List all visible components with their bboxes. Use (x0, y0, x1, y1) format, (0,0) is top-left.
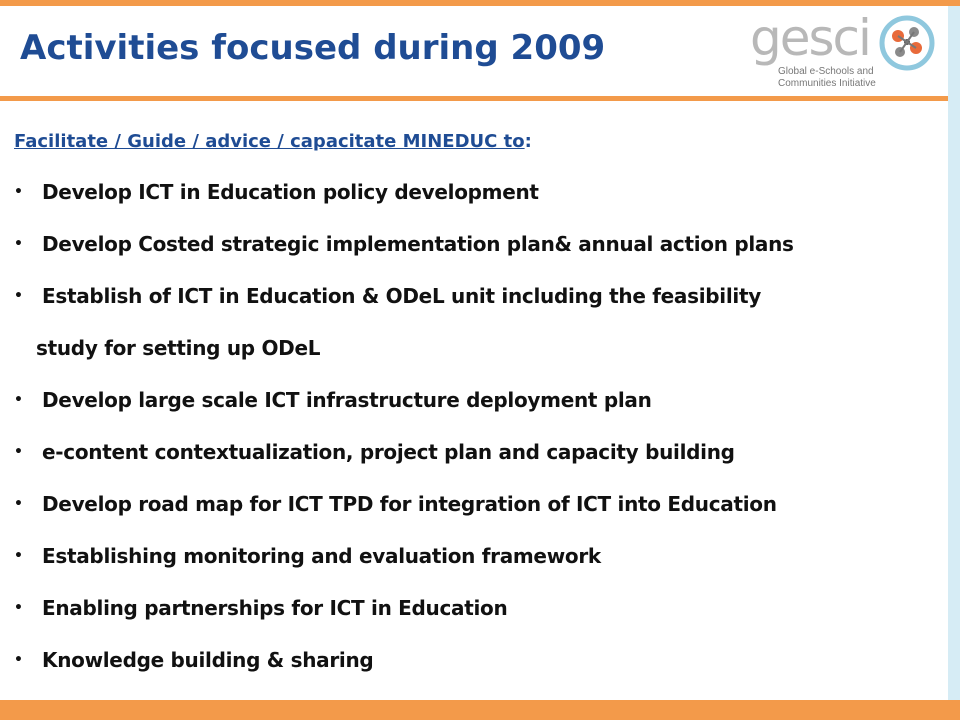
list-item-continuation (14, 330, 948, 382)
list-item-text: Develop Costed strategic implementation plan& annual action plans (42, 232, 794, 256)
bullet-icon: • (14, 444, 23, 460)
list-item (14, 434, 948, 486)
list-item-text: Enabling partnerships for ICT in Education (42, 596, 508, 620)
title-divider (0, 96, 948, 101)
list-item-text: Knowledge building & sharing (42, 648, 374, 672)
list-item (14, 642, 948, 694)
gesci-logo (748, 9, 938, 92)
bottom-accent-bar (0, 700, 960, 720)
logo-tagline-line-2: Communities Initiative (778, 78, 876, 89)
bullet-icon: • (14, 288, 23, 304)
list-item-text: Develop ICT in Education policy development (42, 180, 539, 204)
lead-colon: : (524, 131, 532, 152)
bullet-icon: • (14, 184, 23, 200)
top-accent-bar (0, 0, 960, 6)
list-item (14, 226, 948, 278)
activity-list (14, 174, 948, 694)
lead-underlined-text: Facilitate / Guide / advice / capacitate MINEDUC to (14, 131, 525, 152)
logo-wordmark: gesci (750, 9, 870, 67)
list-item-text: e-content contextualization, project plan and capacity building (42, 440, 735, 464)
list-item (14, 278, 948, 330)
list-item (14, 382, 948, 434)
list-item (14, 538, 948, 590)
list-item-text: Establishing monitoring and evaluation framework (42, 544, 601, 568)
list-item-text: Develop road map for ICT TPD for integration of ICT into Education (42, 492, 777, 516)
list-item (14, 174, 948, 226)
logo-tagline-line-1: Global e-Schools and (778, 66, 874, 77)
lead-line (14, 128, 532, 156)
bullet-icon: • (14, 652, 23, 668)
list-item (14, 486, 948, 538)
right-side-bar (948, 6, 960, 700)
list-item (14, 590, 948, 642)
slide-title: Activities focused during 2009 (20, 28, 606, 68)
list-item-text: Establish of ICT in Education & ODeL unit including the feasibility (42, 284, 761, 308)
bullet-icon: • (14, 496, 23, 512)
list-item-text: Develop large scale ICT infrastructure deployment plan (42, 388, 652, 412)
bullet-icon: • (14, 548, 23, 564)
bullet-icon: • (14, 236, 23, 252)
bullet-icon: • (14, 392, 23, 408)
bullet-icon: • (14, 600, 23, 616)
globe-network-icon (878, 14, 936, 72)
logo-tagline (778, 66, 876, 90)
list-item-text: study for setting up ODeL (36, 336, 321, 360)
